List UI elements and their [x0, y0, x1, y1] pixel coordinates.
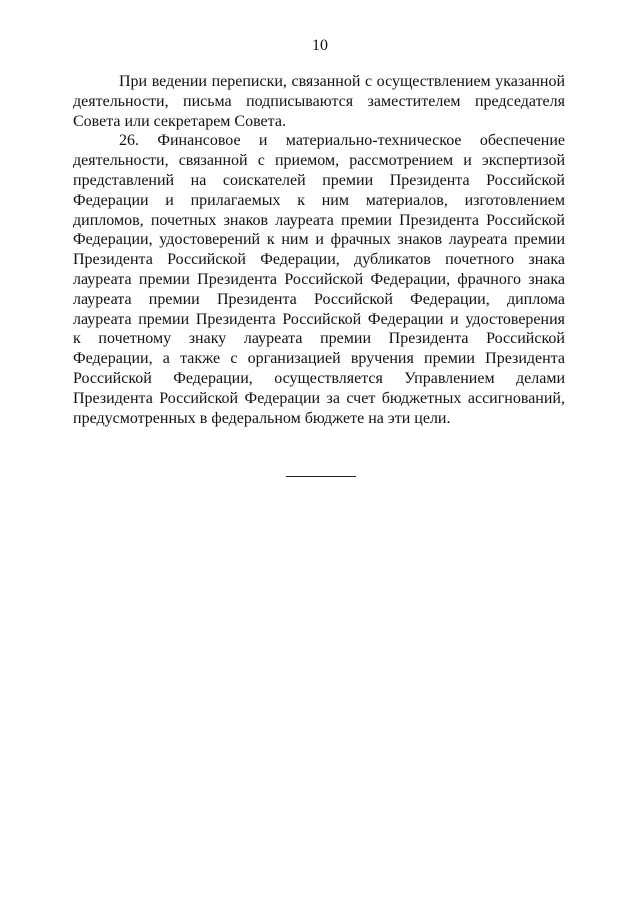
text-line: Федерации и прилагаемых к ним материалов, изготовлением — [73, 191, 565, 209]
document-body — [73, 72, 565, 428]
text-line: Совета или секретарем Совета. — [73, 112, 286, 130]
text-line: лауреата премии Президента Российской Федерации, диплома — [73, 290, 565, 308]
text-line: деятельности, письма подписываются заместителем председателя — [73, 92, 565, 110]
text-line: деятельности, связанной с приемом, рассмотрением и экспертизой — [73, 152, 565, 170]
text-line: к почетному знаку лауреата премии Президента Российской — [73, 330, 565, 348]
text-line: При ведении переписки, связанной с осуществлением указанной — [119, 73, 565, 90]
paragraph-26-financing — [73, 131, 565, 428]
text-line: предусмотренных в федеральном бюджете на эти цели. — [73, 409, 451, 427]
page-number: 10 — [312, 37, 328, 54]
text-line: Федерации, удостоверений к ним и фрачных знаков лауреата премии — [73, 231, 565, 249]
paragraph-correspondence — [73, 72, 565, 131]
text-line: Президента Российской Федерации, дубликатов почетного знака — [73, 251, 565, 269]
text-line: лауреата премии Президента Российской Федерации и удостоверения — [73, 310, 565, 328]
text-line: 26. Финансовое и материально-техническое обеспечение — [119, 132, 565, 150]
text-line: Федерации, а также с организацией вручения премии Президента — [73, 350, 565, 368]
text-line: лауреата премии Президента Российской Федерации, фрачного знака — [73, 270, 565, 288]
text-line: дипломов, почетных знаков лауреата премии Президента Российской — [73, 211, 565, 229]
end-of-document-rule — [286, 476, 356, 477]
text-line: представлений на соискателей премии Президента Российской — [73, 171, 565, 189]
text-line: Российской Федерации, осуществляется Управлением делами — [73, 369, 565, 387]
text-line: Президента Российской Федерации за счет бюджетных ассигнований, — [73, 389, 565, 407]
